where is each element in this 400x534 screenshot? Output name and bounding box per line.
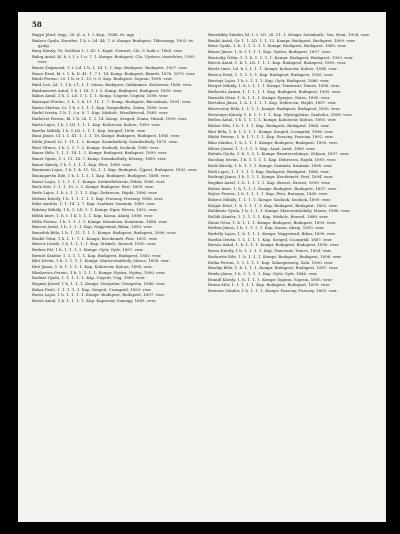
directory-entry: Bodnár Gyula, 1. 1. 1. 1. 1. Kap. Ungvár, Ung, 1899. vezr. <box>32 275 146 281</box>
directory-entry: Basor Ernő, kl. t. 1. k. II. 41. 1. 7 1. 14. Komp. Budapest, Bánrév, 1876. 1870. vezr. <box>32 70 196 76</box>
directory-entry: Belák Imre, 1. h. t. 1 k. 1. 1. 1. Kap. Kassa, Abaúj, 1888. vezr. <box>32 212 154 218</box>
directory-entry: Basa János, Cl. I. 1. 41. 1. 1. 3. 18. Kompr. Budapest, Budapest, 1885. vezr. <box>32 133 181 139</box>
directory-entry: Boros Lajos, 1 h. 1. 1. 1. 1. Kompr. Budapest, Budapest, 1897. vezr. <box>32 292 165 298</box>
directory-entry: Beck Mór, 1. 1. 1. 10. 2. 3. Kompr. Budapest, Pest, 1899. vezr. <box>32 184 154 190</box>
directory-entry: Berzeviczy Béla, 1. 1. 1. 1. Kompr. Budapest, Budapest, 1893. vezr. <box>208 105 341 111</box>
directory-entry: Benkő Géza, 1 h. 1. 1. 7. 1. Kompr. Kecskemét, Pest, 1891. vezr. <box>32 235 158 241</box>
directory-entry: Biró Béla, 1. h. 1. 1. 1. 1. Kompr. Szeged, Csongrád, 1896. vezr. <box>208 128 334 134</box>
directory-entry: Boldizsár Gyula, 1 h. 1. 1. 1. Kompr. Marosvásárhely, Maros, 1896. vezr. <box>208 208 351 214</box>
directory-entry: Bencze Antal, 1 h. 1. 1. 1. Kap. Nagyvárad, Bihar, 1899. vezr. <box>32 224 153 230</box>
directory-entry: Bertalan János, 1. h. 1. 1. 1. 1. Kap. Debrecen, Hajdú, 1887. vezr. <box>208 100 337 106</box>
directory-entry: Blau Sándor, 1. h. 1. 1. 1. Kompr. Budapest, Budapest, 1899. vezr. <box>208 140 338 146</box>
directory-entry: Borza Károly, 1 h. 1. 1. 1. 1. Kap. Temesvár, Temes, 1894. vezr. <box>208 248 332 254</box>
directory-entry: Bordás István, 1. 1. 1. 1. 1. Kap. Szeged, Csongrád, 1887. vezr. <box>208 236 333 242</box>
directory-entry: Bozóky Béla, 1. h. 1. 1. 1. Kompr. Budapest, Budapest, 1897. vezr. <box>208 265 339 271</box>
directory-entry: Boskovits Ede, 1. h. 1. 1. 1. Kompr. Budapest, Budapest, 1898. vezr. <box>208 253 342 259</box>
directory-entry: Balog Antal, kl. h. t. I. t. 1 u. 7. 1. Kompr. Budapest, Cla. Ujváros, tiszteletes, 1905. vezr. <box>32 54 196 65</box>
directory-entry: Berecz Ernő, 1. 1. 1. 1. 1. Kap. Budapest, Budapest, 1895. vezr. <box>208 71 334 77</box>
directory-entry: Bokros Mihály, 1. 1. 1. 1. Kompr. Szolnok, Szolnok, 1899. vezr. <box>208 196 332 202</box>
directory-entry: Berkovits Ármin, 1. 1. 1. 1. 1. Kap. Budapest, Budapest, 1899. vezr. <box>208 88 342 94</box>
directory-entry: Brandl Károly, 1. h. 1. 1. 1. Kompr. Sopron, Sopron, 1895. vezr. <box>208 276 333 282</box>
page-number: 58 <box>32 20 42 29</box>
directory-entry: Bohus Imre, 1. h. 1. 1. 1. Kompr. Budapest, Budapest, 1897. vezr. <box>208 185 337 191</box>
directory-entry: Bauer Béla, 1. 1. 1. 14. 1. 2. Kompr. Budapest, Budapest, 1899. vezr. <box>32 150 168 156</box>
directory-entry: Bíró János, 1. h. 1. 1. 1. 1. Kap. Kolozsvár, Kolozs, 1894. vezr. <box>32 264 153 269</box>
directory-entry: Bernát Sándor, 1. 1. 1. 1. 1. Kap. Budapest, Budapest, 1883. vezr. <box>32 252 162 258</box>
directory-entry: Bazsó Lajos, 1. 1. 1. 1. 1. Kompr. Székesfehérvár, Fehér, 1886. vezr. <box>32 178 166 184</box>
directory-entry: Bauer Ignác, 1. t. 11. 14. 7. Komp. Szombathely, Kőszeg, 1889. vezr. <box>32 155 167 161</box>
directory-entry: Benedikty Sándor, kl. 1. t. LD. 26. 11. 1. Kompr. Szombath., Vas, Hont, 1904. vezr. <box>208 32 370 37</box>
directory-entry: Bojtor Ferenc, 1 h. 1. 1. 1. 1. Kap. Pécs, Baranya, 1885. vezr. <box>208 191 329 197</box>
directory-entry: Berde Imre, Ld. h. t. 1. 1. 1. Kompr. Kolozsvár, Kolozs, 1894. vezr. <box>208 66 338 72</box>
directory-entry: Berényi Lajos, 1 h. t. 1. 1. 1. Kap. Győr, Budapest, 1888. vezr. <box>208 77 330 83</box>
directory-entry: Brenner Sándor, 1 h. 1. 1. 1. Kompr. Pozsony, Pozsony, 1893. vezr. <box>208 287 338 293</box>
directory-entry: Bagyó Józef, őrgy., 28. K. u. 1. I. Kap., 1848. év. ugy. <box>32 32 135 37</box>
directory-entry: Bella Ferenc, 1 h. 1. 1. 1. 1. Kompr. Komárom, Komárom, 1884. vezr. <box>32 218 168 224</box>
directory-entry: Bartha Mihály, 1 h. 1 LD. 1. 1. 1. Kap. Szeged, 1896. vezr. <box>32 127 146 133</box>
directory-entry: Barkó István, 1 h. 1. 3 u. 8. 7. Kap. Miskolc, Mezőkövesd, 1885. vezr. <box>32 110 169 116</box>
directory-entry: Botka Ferenc, 1. 1. 1. 1. 1. Kap. Zalaegerszeg, Zala, 1890. vezr. <box>208 259 334 265</box>
directory-entry: Bárd Leó, Ld. 1. 1 h. t 1, 1. 1. Sásza, Budapest, Indiánmez. Kolozsvár, 1889. vezr. <box>32 82 193 87</box>
right-column <box>208 32 376 294</box>
directory-entry: Beniczky Ödön, 1. 1. h. 1. 1. 1. 1. Kompr. Budapest, Budapest, 1903. vezr. <box>208 54 354 60</box>
directory-entry: Bakos Antal, 1 h. 1. LD. 1. 1. 1. 1. Komp. Ungvár, Ungvár, 1898. vezr. <box>32 93 169 99</box>
directory-entry: Berg Károly, Gr. Szólóna 1. I. III. 1. Kapit. Nemzet, Cla. 9. hadi s. 1869. vezr. <box>32 48 183 54</box>
directory-entry: Borbás János, 1 h. 1. 1. 1. 1. Kap. Kassa, Abaúj, 1893. vezr. <box>208 225 325 231</box>
directory-entry: Bató Vilmos, 1 h. 1. 1. 7. 2. Kompr. Szolnok, Szolnok, 1880. vezr. <box>32 144 160 150</box>
document-page <box>18 12 386 522</box>
directory-entry: Bátki József, Lt. 1. 11. 1. 2. Kompr. Szombathely, Szombathely, 1875. vezr. <box>32 138 178 144</box>
directory-entry: Badacs Gyula, Ezredes, 1 h. t. Ld. 44. 7. 6. Kompr. Budapest, Tábornagy, 1903. év. gyalg. <box>32 37 194 48</box>
directory-entry: Bognár József, 1 h. 1. 1. 1. Kompr. Veszprém, Veszprém, 1886. vezr. <box>32 281 166 287</box>
directory-entry: Berger Mihály, 1. h. t. 1. 1. 1. Kompr. Temesvár, Temes, 1896. vezr. <box>208 83 341 89</box>
directory-entry: Bodó Károly, 1. h. 1. 1. 1. Kompr. Szatmár, Szatmár, 1898. vezr. <box>208 162 333 168</box>
directory-entry: Bérczi Antal, 1. h. 1. LD. 1. 1. 1. Kap. Budapest, Budapest, 1899. vezr. <box>208 60 347 66</box>
directory-entry: Bollók Sándor, 1. 1. 1. 1. 1. Kap. Miskolc, Borsod, 1888. vezr. <box>208 214 329 219</box>
left-column <box>32 32 200 304</box>
directory-entry: Benkő Antal, Gr. 1. 1. LD. 1. 1. 12. Kompr. Budapest, Budapest, 1899. vezr. <box>208 37 356 43</box>
directory-entry: Bede Lajos, 1. h. t. 1. 1. 1. 1. Kap. Debrecen, Hajdú, 1896. vezr. <box>32 190 158 196</box>
directory-entry: Bessenyei Károly, 1. h. 1. 1. 1. 1. Kap. Nyíregyháza, Szabolcs, 1898. vezr. <box>208 111 353 117</box>
directory-entry: Beke András, 1. 1. 14. 1. 7. Kap. Szatmár, Szatmár, 1889. vezr. <box>32 201 156 207</box>
directory-entry: Barkóczi Ferenc, kl. 1 h. 28. 1. 1. 14. Komp. Szeged, Zenta, Váradi, 1899. vezr. <box>32 116 188 122</box>
directory-entry: Braun Mór, 1. 1. 1. 1. 1. Kap. Budapest, Budapest, 1899. vezr. <box>208 282 331 288</box>
directory-entry: Baranyai Ferenc, 1. h. 1. k. 11. 11. 1. 7. Komp. Budapest, Bácsalmás, 1891. vezr. <box>32 99 192 105</box>
directory-entry: Bódi Lajos, 1. 1. 1. 1. 1. Kap. Budapest, Budapest, 1886. vezr. <box>208 168 330 174</box>
directory-entry: Bokor Ernő, 1. 1. 1. 1. 1. Kap. Szeged, Csongrád, 1893. vezr. <box>32 286 152 292</box>
directory-entry: Baumgarten Ede, 1 h. 1. 1. 1. 1. Kap. Budapest, Budapest, 1888. vezr. <box>32 173 171 178</box>
directory-entry: Baumann Lajos, 1 h. 1. k. 11. 16. 1. 1. Kap. Budapest, Újpest, Budapest, 1892. vezr. <box>32 167 198 173</box>
directory-entry: Bíró István, 1 h. 1. 1. 1. 1. Kompr. Marosvásárhely, Maros, 1898. vezr. <box>32 258 170 264</box>
directory-entry: Barna Márton, Lt. 1 h. t. 1. 1. 1. Kap. Szegedfalva, Zenta, 1896. vezr. <box>32 104 169 110</box>
directory-entry: Benedek Béla, 1 h. 1. 11. 1. 1. 1. Kompr. Budapest, Budapest, 1896. vezr. <box>32 229 177 235</box>
directory-entry: Borbély Lajos, 1. h. 1. 1. 1. Kompr. Nagyvárad, Bihar, 1899. vezr. <box>208 231 336 237</box>
directory-entry: Bernáth Géza, 1. h. 1. 1. 1. Kompr. Eperjes, Sáros, 1890. vezr. <box>208 94 331 100</box>
directory-entry: Bolgár Ernő, 1. h. 1. 1. 1. 1. Kap. Budapest, Budapest, 1892. vezr. <box>208 202 338 208</box>
directory-entry: Barta Lajos, 1 h. 1 LD. 1. 1. 1. Kap. Kolozsvár, Kolozs, 1899. vezr. <box>32 121 161 127</box>
directory-entry: Bobula Gyula, 1. h. 1. 1. 1. Kompr. Besztercebánya, Zólyom, 1897. vezr. <box>208 151 350 157</box>
directory-entry: Bodrogi János, 1 h. 1. 1. 1. Kompr. Kecskemét, Pest, 1894. vezr. <box>208 174 334 180</box>
directory-entry: Bónis Géza, 1. h. 1. 1. 1. Kompr. Budapest, Budapest, 1895. vezr. <box>208 219 337 225</box>
directory-entry: Bauer Károly, 1 h. 1. 1. 1. 1. Kap. Pécs, 1898. vezr. <box>32 161 132 167</box>
directory-entry: Bráda János, 1 h. 1. 1. 1. 1. Kap. Győr, Győr, 1886. vezr. <box>208 270 318 276</box>
directory-entry: Bozsó Antal, 1 h. 1. 1. 1. 1. Kap. Kaposvár, Somogy, 1885. vezr. <box>32 298 157 304</box>
directory-entry: Borsos Antal, 1. h. 1. 1. 1. Kompr. Budapest, Budapest, 1896. vezr. <box>208 242 340 248</box>
directory-entry: Bene Gyula, 1. h. 1. 1. 1. 1. 1. Kompr. Budapest, Budapest, 1889. vezr. <box>208 43 347 49</box>
directory-entry: Bauer Zsigmond, 1. t. Ld. 1 h. 1. 14. 1. 1. kap. Budapest, Budapest, 1897. vezr. <box>32 64 188 70</box>
directory-entry: Bogdán Antal, 1. h. 1. 1. 1. 1. Kap. Brassó, Brassó, 1890. vezr. <box>208 179 331 185</box>
directory-entry: Bekény Mihály, 1 h. 1. LD. 1. 1. Kompr. Eger, Heves, 1892. vezr. <box>32 207 158 213</box>
directory-entry: Benes János, 1. h. I. 1. 1. 1. Kap. Nyitra, Budapest, 1897. vezr. <box>208 49 332 55</box>
directory-entry: Bárdi Ferenc, 20. 1 h. tr 1. 13. 9. 8. Kap. Budapest, Sopron, 1898. vezr. <box>32 76 173 82</box>
directory-entry: Berkes Pál, 1 h. 1. 1. 1. 1. Kompr. Győr, Győr, 1897. vezr. <box>32 246 144 252</box>
directory-entry: Bleier József, 1. 1. 1. 1. 1. Kap. Arad, Arad, 1889. vezr. <box>208 145 316 151</box>
directory-entry: Blahó Ferenc, 1. h. 1. 1. 1. 1. Kap. Pozsony, Pozsony, 1892. vezr. <box>208 134 334 140</box>
directory-entry: Bardanavert Antal, 1 h. I. 18. 1. I. 5. Komp. Budapest, Budapest, 1899. vezr. <box>32 87 183 93</box>
directory-entry: Betlen Antal, 1 h. 1. 1. 1. 1. Kompr. Kolozsvár, Kolozs, 1895. vezr. <box>208 117 337 123</box>
directory-entry: Bocskay István, 1 h. 1. 1. 1. 1. Kap. Debrecen, Hajdú, 1893. vezr. <box>208 157 337 163</box>
directory-entry: Bieber Ede, 1 h. 1. 1. 1. Kap. Budapest, Budapest, 1884. vezr. <box>208 123 330 128</box>
directory-entry: Berecz László, 1 h. 1. 1. 1. 1. Kap. Miskolc, Borsod, 1895. vezr. <box>32 241 157 247</box>
directory-entry: Blaskovics Ferenc, 1 h. 1. 1. 1. 1. Kompr. Nyitra, Nyitra, 1890. vezr. <box>32 269 166 275</box>
directory-entry: Bednár Károly, 1 h. 1. 1. 1. 1. 1. Kap. Pozsony, Pozsony, 1896. vezr. <box>32 195 164 201</box>
